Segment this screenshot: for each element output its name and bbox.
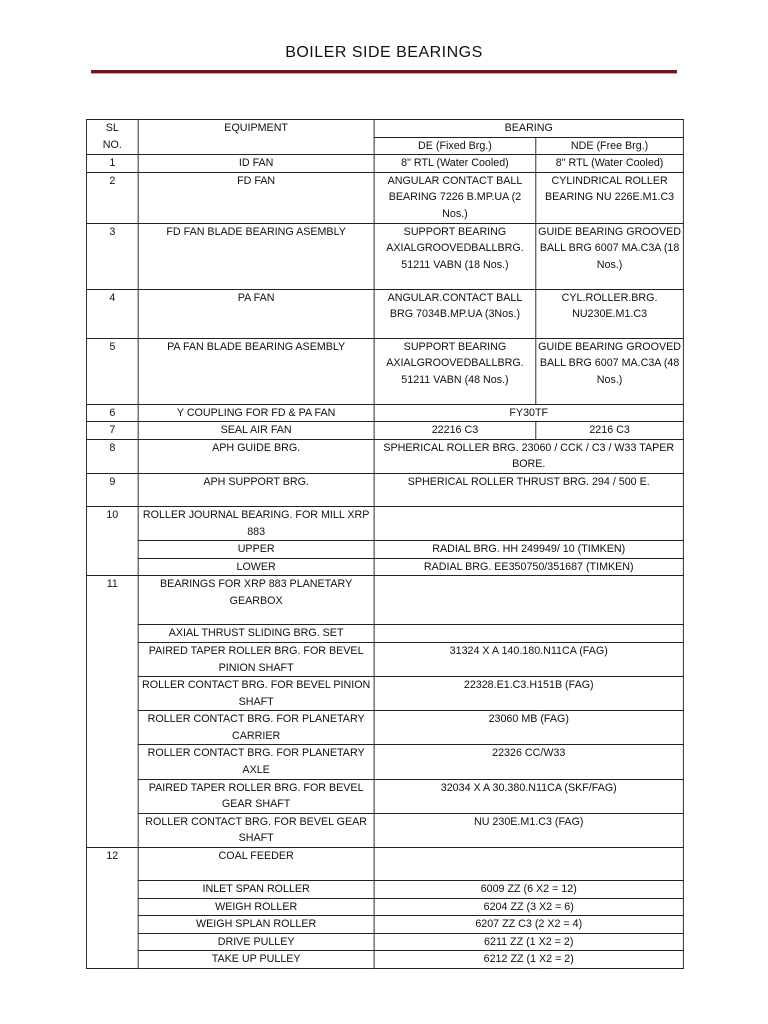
table-row — [86, 404, 683, 422]
cell-equipment: ROLLER CONTACT BRG. FOR PLANETARY AXLE — [138, 745, 374, 779]
cell-sl: 10 — [86, 506, 138, 575]
header-de: DE (Fixed Brg.) — [374, 137, 536, 155]
cell-bearing: FY30TF — [374, 404, 683, 422]
cell-bearing: 6009 ZZ (6 X2 = 12) — [374, 881, 683, 899]
cell-sl: 11 — [86, 576, 138, 848]
cell-sl: 1 — [86, 155, 138, 173]
cell-equipment: COAL FEEDER — [138, 848, 374, 881]
cell-de: 22216 C3 — [374, 422, 536, 440]
cell-bearing: NU 230E.M1.C3 (FAG) — [374, 813, 683, 847]
cell-de: ANGULAR CONTACT BALL BEARING 7226 B.MP.UA (2 Nos.) — [374, 172, 536, 223]
table-row — [86, 558, 683, 576]
table-row — [86, 422, 683, 440]
cell-bearing: 23060 MB (FAG) — [374, 711, 683, 745]
table-row — [86, 779, 683, 813]
cell-equipment: ROLLER CONTACT BRG. FOR PLANETARY CARRIER — [138, 711, 374, 745]
header-sl-label: SL — [105, 122, 119, 134]
cell-bearing: SPHERICAL ROLLER THRUST BRG. 294 / 500 E. — [374, 473, 683, 506]
table-row — [86, 506, 683, 540]
cell-equipment: Y COUPLING FOR FD & PA FAN — [138, 404, 374, 422]
cell-equipment: WEIGH ROLLER — [138, 898, 374, 916]
table-row — [86, 898, 683, 916]
cell-equipment: SEAL AIR FAN — [138, 422, 374, 440]
cell-sl: 6 — [86, 404, 138, 422]
table-row — [86, 473, 683, 506]
cell-equipment: ROLLER CONTACT BRG. FOR BEVEL GEAR SHAFT — [138, 813, 374, 847]
cell-equipment: PA FAN — [138, 289, 374, 338]
cell-bearing: 6204 ZZ (3 X2 = 6) — [374, 898, 683, 916]
cell-equipment: APH SUPPORT BRG. — [138, 473, 374, 506]
bearings-table — [86, 119, 684, 969]
cell-sl: 12 — [86, 848, 138, 969]
table-row — [86, 916, 683, 934]
cell-sl: 3 — [86, 223, 138, 289]
cell-bearing: 6211 ZZ (1 X2 = 2) — [374, 933, 683, 951]
cell-equipment: FD FAN — [138, 172, 374, 223]
header-sl — [86, 120, 138, 155]
cell-equipment: PAIRED TAPER ROLLER BRG. FOR BEVEL PINION SHAFT — [138, 642, 374, 676]
table-row — [86, 625, 683, 643]
page-title: BOILER SIDE BEARINGS — [285, 44, 483, 61]
cell-equipment: ID FAN — [138, 155, 374, 173]
header-no-label: NO. — [102, 138, 122, 151]
cell-equipment: FD FAN BLADE BEARING ASEMBLY — [138, 223, 374, 289]
title-divider — [91, 70, 677, 74]
cell-equipment: WEIGH SPLAN ROLLER — [138, 916, 374, 934]
header-equipment: EQUIPMENT — [138, 120, 374, 155]
cell-bearing: RADIAL BRG. EE350750/351687 (TIMKEN) — [374, 558, 683, 576]
cell-equipment: DRIVE PULLEY — [138, 933, 374, 951]
cell-bearing: RADIAL BRG. HH 249949/ 10 (TIMKEN) — [374, 541, 683, 559]
cell-equipment: LOWER — [138, 558, 374, 576]
table-row — [86, 338, 683, 404]
table-row — [86, 576, 683, 625]
table-row — [86, 745, 683, 779]
cell-equipment: AXIAL THRUST SLIDING BRG. SET — [138, 625, 374, 643]
cell-equipment: PA FAN BLADE BEARING ASEMBLY — [138, 338, 374, 404]
table-header-row — [86, 120, 683, 138]
table-row — [86, 677, 683, 711]
cell-de: SUPPORT BEARING AXIALGROOVEDBALLBRG. 51211 VABN (18 Nos.) — [374, 223, 536, 289]
cell-sl: 9 — [86, 473, 138, 506]
table-row — [86, 881, 683, 899]
cell-sl: 8 — [86, 439, 138, 473]
table-row — [86, 848, 683, 881]
cell-sl: 4 — [86, 289, 138, 338]
cell-nde: GUIDE BEARING GROOVED BALL BRG 6007 MA.C3A (18 Nos.) — [536, 223, 684, 289]
header-bearing: BEARING — [374, 120, 683, 138]
cell-equipment: APH GUIDE BRG. — [138, 439, 374, 473]
cell-equipment: TAKE UP PULLEY — [138, 951, 374, 969]
cell-nde: CYL.ROLLER.BRG. NU230E.M1.C3 — [536, 289, 684, 338]
table-row — [86, 813, 683, 847]
cell-nde: GUIDE BEARING GROOVED BALL BRG 6007 MA.C3A (48 Nos.) — [536, 338, 684, 404]
cell-de: ANGULAR.CONTACT BALL BRG 7034B.MP.UA (3Nos.) — [374, 289, 536, 338]
cell-bearing: 32034 X A 30.380.N11CA (SKF/FAG) — [374, 779, 683, 813]
cell-bearing: 22326 CC/W33 — [374, 745, 683, 779]
cell-nde: CYLINDRICAL ROLLER BEARING NU 226E.M1.C3 — [536, 172, 684, 223]
table-row — [86, 933, 683, 951]
cell-bearing: SPHERICAL ROLLER BRG. 23060 / CCK / C3 / W33 TAPER BORE. — [374, 439, 683, 473]
table-row — [86, 541, 683, 559]
cell-equipment: INLET SPAN ROLLER — [138, 881, 374, 899]
table-row — [86, 642, 683, 676]
cell-bearing — [374, 506, 683, 540]
cell-bearing: 6207 ZZ C3 (2 X2 = 4) — [374, 916, 683, 934]
cell-sl: 5 — [86, 338, 138, 404]
cell-nde: 2216 C3 — [536, 422, 684, 440]
table-row — [86, 289, 683, 338]
cell-sl: 7 — [86, 422, 138, 440]
cell-equipment: ROLLER CONTACT BRG. FOR BEVEL PINION SHAFT — [138, 677, 374, 711]
cell-de: SUPPORT BEARING AXIALGROOVEDBALLBRG. 51211 VABN (48 Nos.) — [374, 338, 536, 404]
cell-bearing — [374, 576, 683, 625]
cell-bearing: 6212 ZZ (1 X2 = 2) — [374, 951, 683, 969]
table-row — [86, 951, 683, 969]
cell-equipment: ROLLER JOURNAL BEARING. FOR MILL XRP 883 — [138, 506, 374, 540]
table-row — [86, 711, 683, 745]
cell-bearing: 31324 X A 140.180.N11CA (FAG) — [374, 642, 683, 676]
cell-nde: 8" RTL (Water Cooled) — [536, 155, 684, 173]
cell-equipment: BEARINGS FOR XRP 883 PLANETARY GEARBOX — [138, 576, 374, 625]
header-nde: NDE (Free Brg.) — [536, 137, 684, 155]
table-row — [86, 155, 683, 173]
cell-bearing — [374, 625, 683, 643]
table-row — [86, 223, 683, 289]
cell-bearing — [374, 848, 683, 881]
cell-bearing: 22328.E1.C3.H151B (FAG) — [374, 677, 683, 711]
cell-sl: 2 — [86, 172, 138, 223]
cell-equipment: UPPER — [138, 541, 374, 559]
cell-de: 8" RTL (Water Cooled) — [374, 155, 536, 173]
table-row — [86, 439, 683, 473]
cell-equipment: PAIRED TAPER ROLLER BRG. FOR BEVEL GEAR SHAFT — [138, 779, 374, 813]
table-row — [86, 172, 683, 223]
